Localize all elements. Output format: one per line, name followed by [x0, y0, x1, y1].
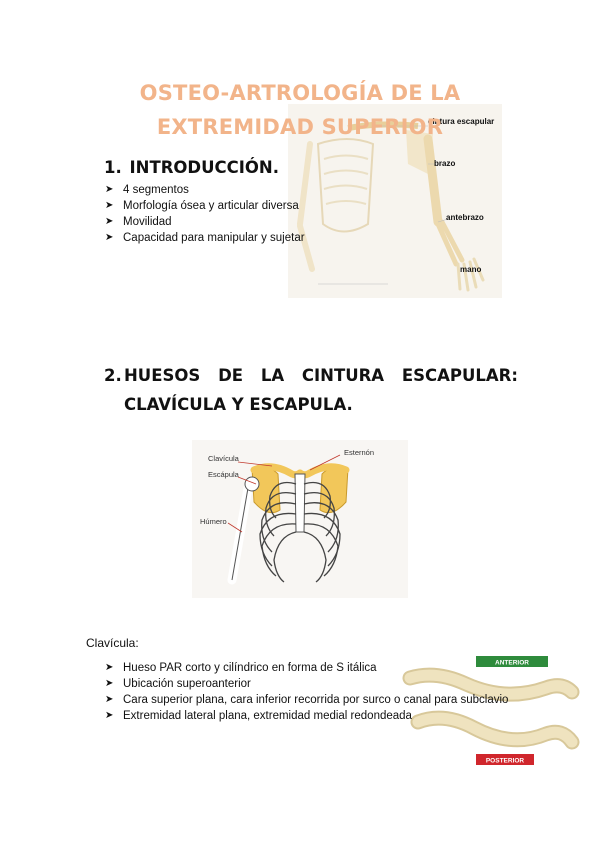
posterior-tag: POSTERIOR: [485, 757, 525, 765]
label-cintura-escapular: cintura escapular: [428, 117, 495, 126]
list-item: ➤ Morfología ósea y articular diversa: [103, 198, 333, 214]
shoulder-girdle-image: [192, 440, 408, 598]
heading-word: DE: [218, 366, 244, 385]
list-item: ➤ Extremidad lateral plana, extremidad medial redondeada: [103, 708, 515, 724]
section-1-title: INTRODUCCIÓN.: [129, 158, 279, 177]
clavicula-caption: Clavícula:: [86, 636, 139, 650]
title-line-2: EXTREMIDAD SUPERIOR: [156, 115, 444, 139]
list-item: ➤ Hueso PAR corto y cilíndrico en forma de S itálica: [103, 660, 515, 676]
label-brazo: brazo: [434, 159, 456, 168]
heading-word: HUESOS: [124, 366, 201, 385]
title-line-1: OSTEO-ARTROLOGÍA DE LA: [139, 81, 461, 105]
section-2-number: 2.: [104, 366, 122, 385]
label-humero: Húmero: [200, 517, 227, 526]
anterior-tag: ANTERIOR: [495, 659, 529, 667]
label-antebrazo: antebrazo: [446, 213, 484, 222]
label-escapula: Escápula: [208, 470, 239, 479]
section-2-title-line-2: CLAVÍCULA Y ESCAPULA.: [124, 395, 353, 414]
section-1-bullets: [103, 182, 333, 246]
list-item: ➤ Movilidad: [103, 214, 333, 230]
document-title: [100, 76, 500, 144]
list-item: ➤ Capacidad para manipular y sujetar: [103, 230, 333, 246]
heading-word: ESCAPULAR:: [401, 366, 518, 385]
heading-word: CINTURA: [301, 366, 385, 385]
section-2-heading: [104, 366, 518, 414]
label-clavicula: Clavícula: [208, 454, 239, 463]
section-1-number: 1.: [104, 158, 122, 177]
label-esternon: Esternón: [344, 448, 375, 457]
list-item: ➤ Ubicación superoanterior: [103, 676, 515, 692]
list-item: ➤ Cara superior plana, cara inferior recorrida por surco o canal para subclavio: [103, 692, 515, 708]
heading-word: LA: [260, 366, 285, 385]
clavicula-bullets: [103, 660, 515, 724]
list-item: ➤ 4 segmentos: [103, 182, 333, 198]
label-mano: mano: [460, 265, 482, 274]
section-1-heading: [104, 158, 279, 177]
